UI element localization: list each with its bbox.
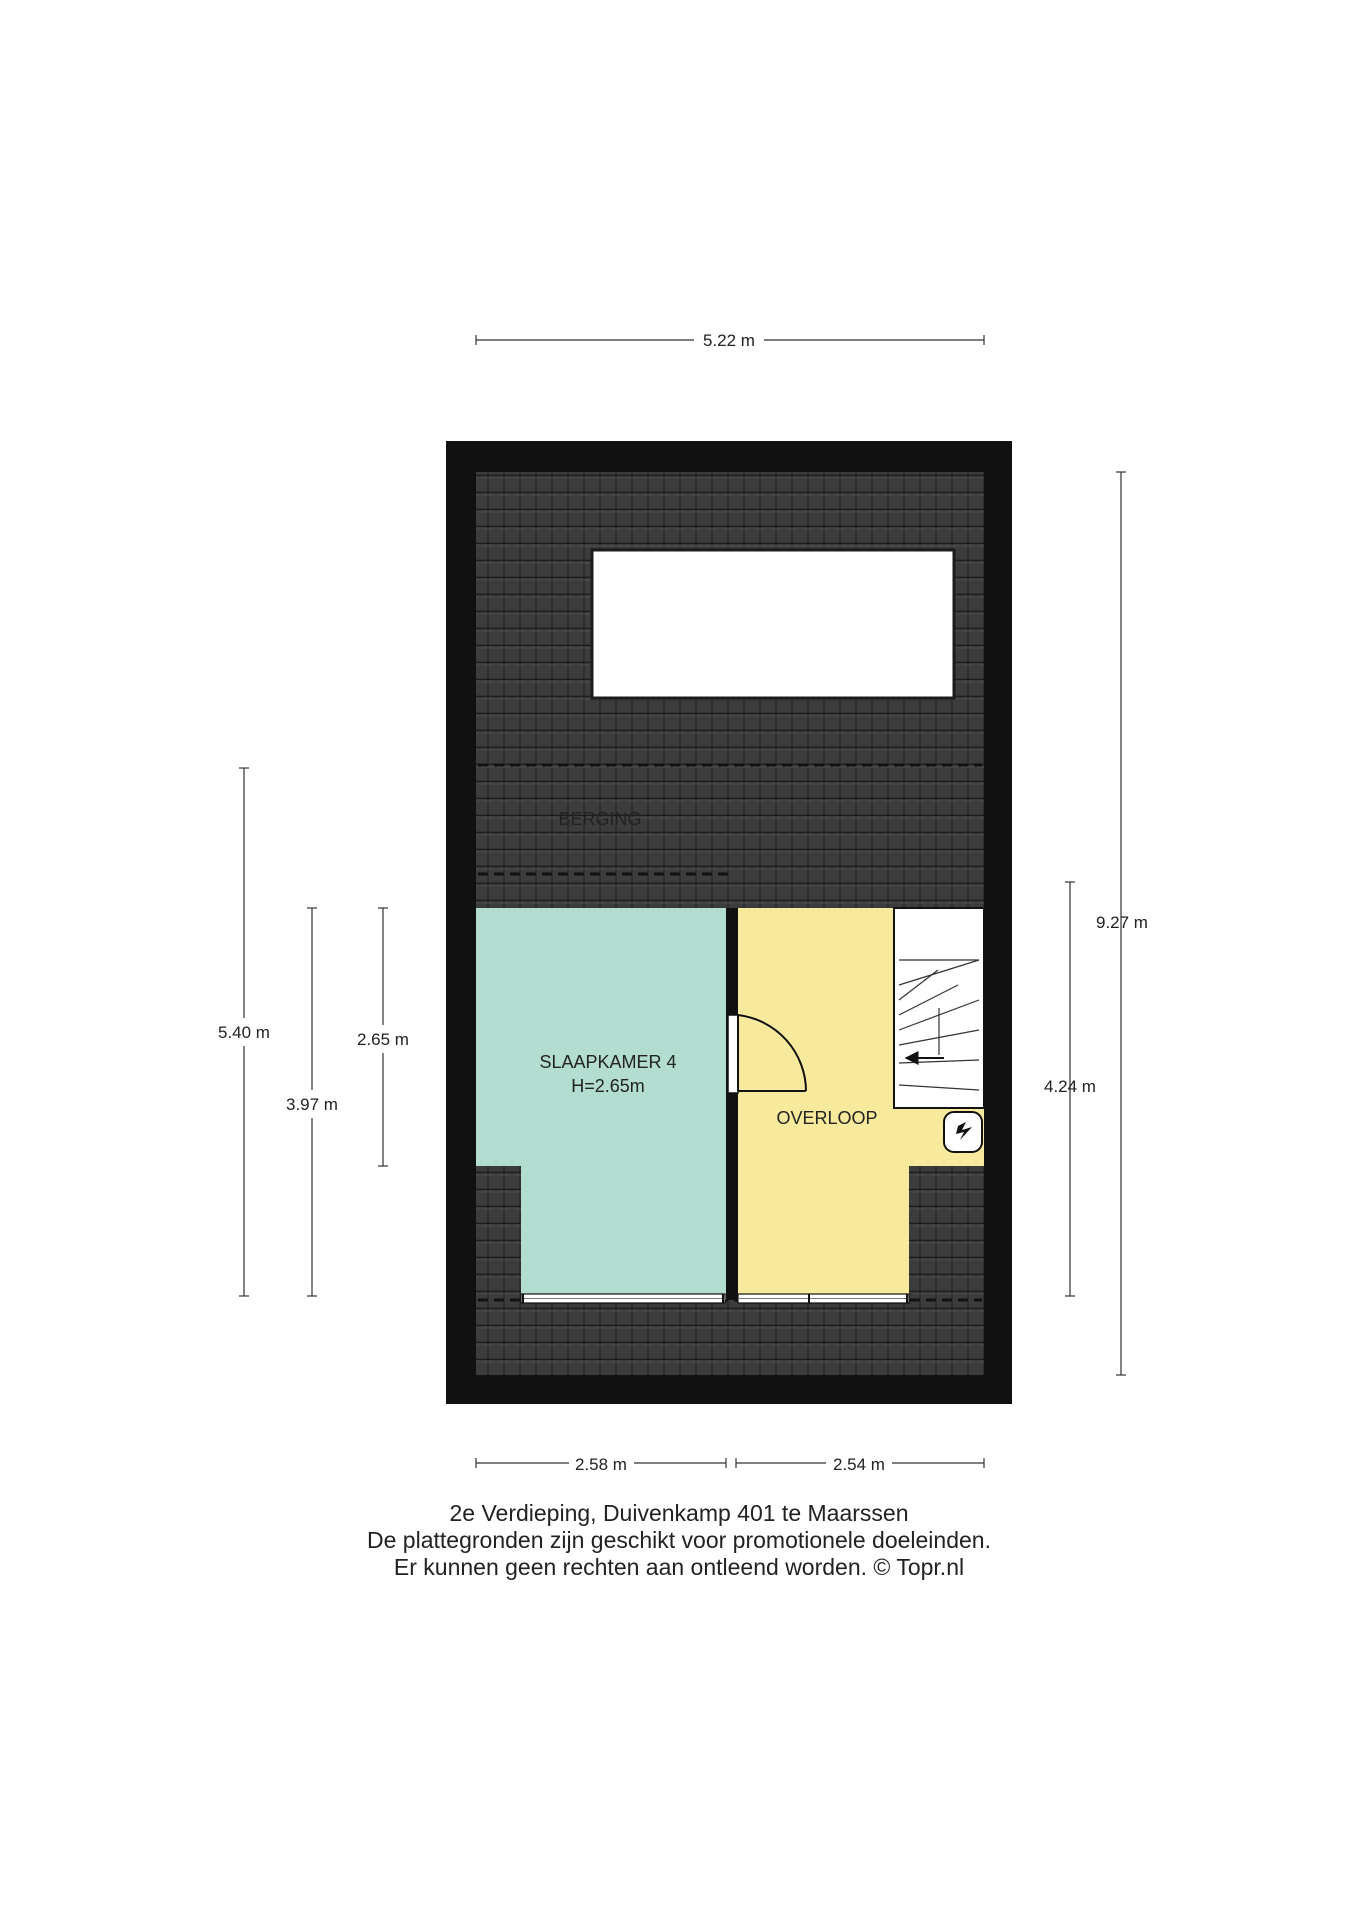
bedroom-label: SLAAPKAMER 4 bbox=[539, 1052, 677, 1072]
storage-label: BERGING bbox=[558, 809, 642, 829]
dimension-left-outer-label: 5.40 m bbox=[218, 1023, 270, 1042]
dimension-bottom-left-label: 2.58 m bbox=[575, 1455, 627, 1474]
landing-label: OVERLOOP bbox=[776, 1108, 878, 1128]
dimension-left-middle-label: 3.97 m bbox=[286, 1095, 338, 1114]
caption-title: 2e Verdieping, Duivenkamp 401 te Maarssen bbox=[449, 1500, 909, 1526]
boiler-icon bbox=[944, 1112, 982, 1152]
dimension-left-inner-label: 2.65 m bbox=[357, 1030, 409, 1049]
floor-plan-caption bbox=[0, 1500, 1358, 1581]
window-landing bbox=[738, 1294, 909, 1303]
skylight-icon bbox=[592, 550, 954, 698]
dimension-top-width-label: 5.22 m bbox=[703, 331, 755, 350]
window-bedroom bbox=[521, 1294, 725, 1303]
dimension-right-inner-label: 4.24 m bbox=[1044, 1077, 1096, 1096]
dimension-bottom-right-label: 2.54 m bbox=[833, 1455, 885, 1474]
caption-disclaimer-2: Er kunnen geen rechten aan ontleend worden. © Topr.nl bbox=[393, 1554, 965, 1580]
dimension-right-outer-label: 9.27 m bbox=[1096, 913, 1148, 932]
caption-disclaimer-1: De plattegronden zijn geschikt voor promotionele doeleinden. bbox=[367, 1527, 991, 1553]
partition-wall bbox=[726, 908, 738, 1300]
bedroom-height-label: H=2.65m bbox=[571, 1076, 645, 1096]
staircase-icon bbox=[894, 908, 984, 1108]
